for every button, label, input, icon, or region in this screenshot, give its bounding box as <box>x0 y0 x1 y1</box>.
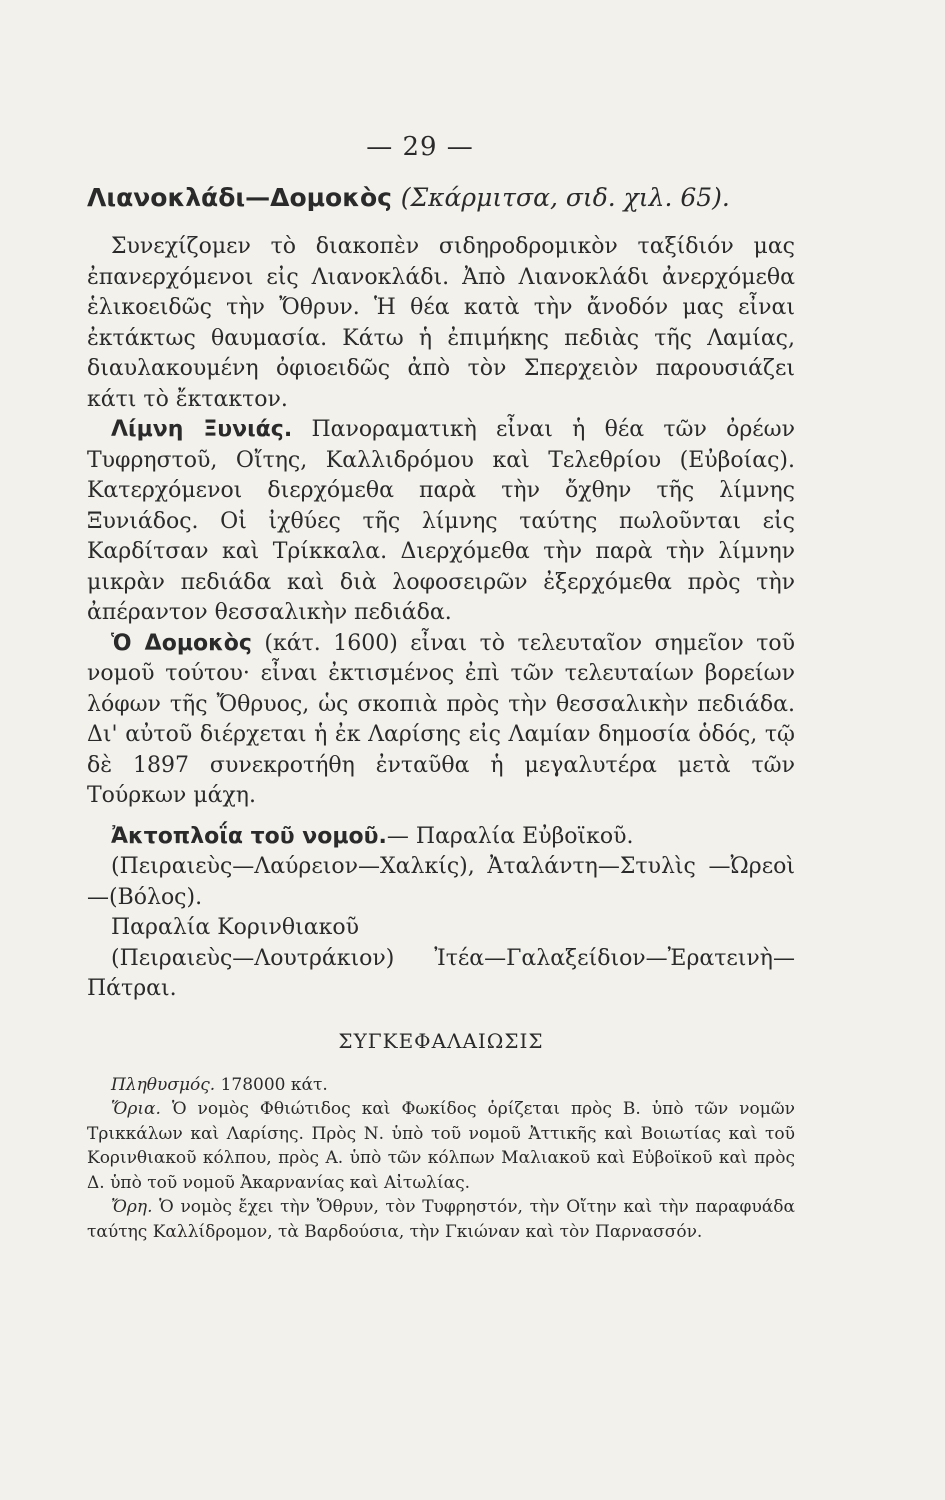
summary-title: ΣΥΓΚΕΦΑΛΑΙΩΣΙΣ <box>338 1028 544 1053</box>
borders-label: Ὅρια. <box>111 1099 161 1119</box>
summary-borders <box>87 1097 795 1195</box>
paragraph-corinthian-route: (Πειραιεὺς—Λουτράκιον) Ἰτέα—Γαλαξείδιον—Ἐρατεινὴ—Πάτραι. <box>87 945 795 1001</box>
lake-text: Πανοραματικὴ εἶναι ἡ θέα τῶν ὀρέων Τυφρηστοῦ, Οἴτης, Καλλιδρόμου καὶ Τελεθρίου (Εὐβοίας). Κατερχόμενοι διερχόμεθα παρὰ τὴν ὄχθην τῆς λίμνης Ξυνιάδος. Οἱ ἰχθύες τῆς λίμνης ταύτης πωλοῦνται εἰς Καρδίτσαν καὶ Τρίκκαλα. Διερχόμεθα τὴν παρὰ τὴν λίμνην μικρὰν πεδιάδα καὶ διὰ λοφοσειρῶν ἐξερχόμεθα πρὸς τὴν ἀπέραντον θεσσαλικὴν πεδιάδα. <box>87 417 795 625</box>
paragraph-coastal-shipping <box>87 822 795 853</box>
heading-subtitle: (Σκάρμιτσα, σιδ. χιλ. 65). <box>400 183 730 212</box>
summary-mountains <box>87 1195 795 1244</box>
paragraph-euboic-route: (Πειραιεὺς—Λαύρειον—Χαλκίς), Ἀταλάντη—Στυλὶς —Ὠρεοὶ—(Βόλος). <box>87 854 795 910</box>
borders-text: Ὁ νομὸς Φθιώτιδος καὶ Φωκίδος ὁρίζεται πρὸς Β. ὑπὸ τῶν νομῶν Τρικκάλων καὶ Λαρίσης. Πρὸς Ν. ὑπὸ τοῦ νομοῦ Ἀττικῆς καὶ Βοιωτίας καὶ τοῦ Κορινθιακοῦ κόλπου, πρὸς Α. ὑπὸ τῶν κόλπων Μαλιακοῦ καὶ Εὐβοϊκοῦ καὶ πρὸς Δ. ὑπὸ τοῦ νομοῦ Ἀκαρνανίας καὶ Αἰτωλίας. <box>87 1099 795 1193</box>
section-heading <box>87 183 795 212</box>
mountains-text: Ὁ νομὸς ἔχει τὴν Ὄθρυν, τὸν Τυφρηστόν, τὴν Οἴτην καὶ τὴν παραφυάδα ταύτης Καλλίδρομον, τὰ Βαρδούσια, τὴν Γκιώναν καὶ τὸν Παρνασσόν. <box>87 1197 795 1242</box>
heading-main: Λιανοκλάδι—Δομοκὸς <box>87 183 392 212</box>
population-label: Πληθυσμός. <box>111 1074 216 1095</box>
coastal-text: — Παραλία Εὐβοϊκοῦ. <box>386 823 634 849</box>
domokos-text: (κάτ. 1600) εἶναι τὸ τελευταῖον σημεῖον τοῦ νομοῦ τούτου· εἶναι ἐκτισμένος ἐπὶ τῶν τελευταίων βορείων λόφων τῆς Ὄθρυος, ὡς σκοπιὰ πρὸς τὴν θεσσαλικὴν πεδιάδα. Δι' αὐτοῦ διέρχεται ἡ ἐκ Λαρίσης εἰς Λαμίαν δημοσία ὁδός, τῷ δὲ 1897 συνεκροτήθη ἐνταῦθα ἡ μεγαλυτέρα μετὰ τῶν Τούρκων μάχη. <box>87 630 795 808</box>
mountains-label: Ὄρη. <box>111 1197 153 1217</box>
paragraph-lake-xynias <box>87 415 795 629</box>
paragraph-corinthian-coast: Παραλία Κορινθιακοῦ <box>111 915 359 940</box>
population-value: 178000 κάτ. <box>215 1074 328 1095</box>
summary-population <box>87 1073 795 1098</box>
coastal-heading: Ἀκτοπλοΐα τοῦ νομοῦ. <box>111 823 387 849</box>
page-number: — 29 — <box>366 132 474 162</box>
domokos-heading: Ὁ Δομοκὸς <box>111 630 252 656</box>
paragraph-journey: Συνεχίζομεν τὸ διακοπὲν σιδηροδρομικὸν ταξίδιόν μας ἐπανερχόμενοι εἰς Λιανοκλάδι. Ἀπὸ Λιανοκλάδι ἀνερχόμεθα ἑλικοειδῶς τὴν Ὄθρυν. Ἡ θέα κατὰ τὴν ἄνοδόν μας εἶναι ἐκτάκτως θαυμασία. Κάτω ἡ ἐπιμήκης πεδιὰς τῆς Λαμίας, διαυλακουμένη ὀφιοειδῶς ἀπὸ τὸν Σπερχειὸν παρουσιάζει κάτι τὸ ἔκτακτον. <box>87 234 795 412</box>
paragraph-domokos <box>87 629 795 812</box>
lake-heading: Λίμνη Ξυνιάς. <box>111 417 293 442</box>
page-body <box>87 183 795 1244</box>
